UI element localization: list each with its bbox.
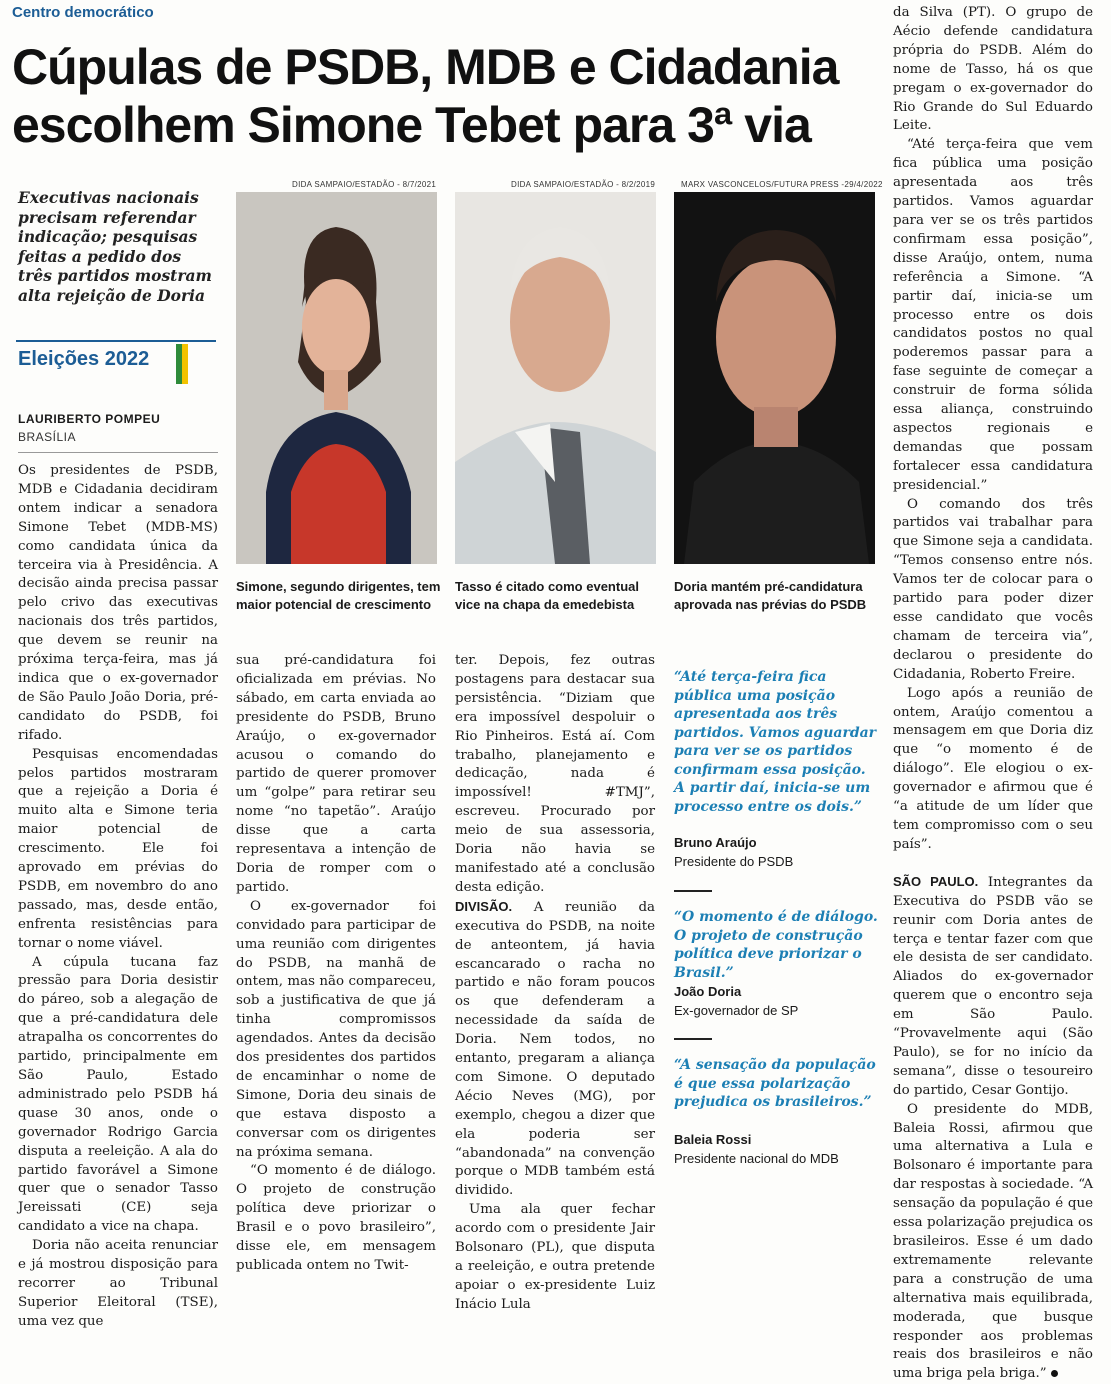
photo-credit-doria: MARX VASCONCELOS/FUTURA PRESS -29/4/2022 bbox=[681, 180, 883, 189]
divider bbox=[18, 452, 218, 453]
byline-author: LAURIBERTO POMPEU bbox=[18, 412, 161, 426]
headline: Cúpulas de PSDB, MDB e Cidadania escolhem Simone Tebet para 3ª via bbox=[12, 39, 839, 153]
paragraph: DIVISÃO. A reunião da executiva do PSDB, na noite de anteontem, já havia escancarado o racha no partido e não foram poucos os que defenderam a necessidade da saída de Doria. Nem todos, no entanto, pregaram a aliança com Simone. O deputado Aécio Neves (MG), por exemplo, chegou a dizer que ela poderia ser “abandonada” na convenção porque o MDB também está dividido. bbox=[455, 898, 656, 1199]
photo-credit-tasso: DIDA SAMPAIO/ESTADÃO - 8/2/2019 bbox=[511, 180, 656, 189]
flag-stripes-icon bbox=[166, 344, 196, 384]
section-label: Centro democrático bbox=[12, 4, 154, 21]
divider bbox=[674, 1038, 712, 1040]
elections-tag-label: Eleições 2022 bbox=[18, 348, 150, 370]
paragraph: Pesquisas encomendadas pelos partidos mostraram que a rejeição a Doria é muito alta e Simone teria maior potencial de crescimento. Ele foi aprovado em prévias do PSDB, em novembro do ano passado, mas, desde então, enfrenta resistências para tornar o nome viável. bbox=[18, 746, 218, 951]
quote-role-araujo: Presidente do PSDB bbox=[674, 854, 794, 869]
paragraph: sua pré-candidatura foi oficializada em prévias. No sábado, em carta enviada ao presidente do PSDB, Bruno Araújo, o ex-governador acusou o comando do partido de querer promover um “golpe” para retirar seu nome “no tapetão”. Araújo disse que a carta representava a intenção de Doria de romper com o partido. bbox=[236, 653, 436, 895]
divider bbox=[674, 890, 712, 892]
pull-quote-rossi: “A sensação da população é que essa polarização prejudica os brasileiros.” bbox=[674, 1057, 876, 1110]
paragraph: Uma ala quer fechar acordo com o presidente Jair Bolsonaro (PL), que disputa a reeleição, e outra pretende apoiar o ex-presidente Luiz Inácio Lula bbox=[455, 1202, 655, 1312]
photo-caption-doria: Doria mantém pré-candidatura aprovada nas prévias do PSDB bbox=[674, 579, 867, 612]
paragraph: ter. Depois, fez outras postagens para destacar sua persistência. “Diziam que era impossível despoluir o Rio Pinheiros. Está aí. Com trabalho, planejamento e dedicação, nada é impossível! #TMJ”, escreveu. Procurado por meio de sua assessoria, Doria não havia se manifestado até a conclusão desta edição. bbox=[455, 653, 655, 895]
paragraph: O ex-governador foi convidado para participar de uma reunião com dirigentes do PSDB, na manhã de ontem, mas não compareceu, sob a justificativa de que já tinha compromissos agendados. Antes da decisão dos presidentes dos partidos de encaminhar o nome de Simone, Doria deu sinais de que estava disposto a conversar com os dirigentes na próxima semana. bbox=[236, 898, 436, 1160]
quote-name-araujo: Bruno Araújo bbox=[674, 835, 757, 850]
quote-role-doria: Ex-governador de SP bbox=[674, 1003, 799, 1018]
body-column-3 bbox=[455, 652, 655, 1315]
paragraph: O presidente do MDB, Baleia Rossi, afirmou que uma alternativa a Lula e Bolsonaro é importante para dar respostas à sociedade. “A sensação da população é que essa polarização prejudica os brasileiros. Esse é um dado extremamente relevante para a construção de uma alternativa mais equilibrada, moderada, que busque responder aos problemas reais dos brasileiros e não uma briga pela briga.” bbox=[893, 1101, 1093, 1382]
paragraph: A cúpula tucana faz pressão para Doria desistir do páreo, sob a alegação de que a pré-candidatura dele atrapalha os concorrentes do partido, principalmente em São Paulo, Estado administrado pelo PSDB há quase 30 anos, onde o governador Rodrigo Garcia disputa a reeleição. A ala do partido favorável a Simone quer que o senador Tasso Jereissati (CE) seja candidato a vice na chapa. bbox=[18, 954, 218, 1235]
pull-quote-doria: “O momento é de diálogo. O projeto de construção política deve priorizar o Brasil.” bbox=[674, 909, 878, 981]
paragraph: da Silva (PT). O grupo de Aécio defende candidatura própria do PSDB. Além do nome de Tasso, há os que pregam o ex-governador do Rio Grande do Sul Eduardo Leite. bbox=[893, 5, 1093, 134]
photo-doria bbox=[674, 192, 875, 564]
photo-credit-simone: DIDA SAMPAIO/ESTADÃO - 8/7/2021 bbox=[292, 180, 437, 189]
paragraph: “Até terça-feira que vem fica pública uma posição apresentada aos três partidos. Vamos aguardar para ver se os três partidos confirmam essa posição”, disse Araújo, ontem, numa referência a Simone. “A partir daí, inicia-se um processo entre os dois candidatos postos no qual poderemos passar para a fase seguinte de começar a construir de forma sólida essa aliança, construindo aspectos regionais e demandas que possam fortalecer essa candidatura presidencial.” bbox=[893, 137, 1093, 493]
deck-subtitle: Executivas nacionais precisam referendar indicação; pesquisas feitas a pedido dos três partidos mostram alta rejeição de Doria bbox=[18, 188, 212, 305]
body-column-1 bbox=[18, 462, 218, 1332]
photo-simone bbox=[236, 192, 437, 564]
body-column-2 bbox=[236, 652, 436, 1276]
quote-name-doria: João Doria bbox=[674, 984, 742, 999]
paragraph: Doria não aceita renunciar e já mostrou disposição para recorrer ao Tribunal Superior Eleitoral (TSE), uma vez que bbox=[18, 1238, 218, 1329]
byline-place: BRASÍLIA bbox=[18, 430, 77, 444]
quote-name-rossi: Baleia Rossi bbox=[674, 1132, 752, 1147]
quote-role-rossi: Presidente nacional do MDB bbox=[674, 1151, 839, 1166]
elections-tag bbox=[16, 340, 216, 386]
paragraph: SÃO PAULO. Integrantes da Executiva do PSDB vão se reunir com Doria antes de terça e tentar fazer com que ele desista de ser candidato. Aliados do ex-governador querem que o encontro seja em São Paulo. “Provavelmente aqui (São Paulo), se for no início da semana”, disse o tesoureiro do partido, Cesar Gontijo. bbox=[893, 873, 1093, 1098]
paragraph: Logo após a reunião de ontem, Araújo comentou a mensagem em que Doria diz que “o momento é de diálogo”. Ele elogiou o ex-governador e afirmou que é “a atitude de um líder que tem compromisso com o seu país”. bbox=[893, 685, 1093, 852]
paragraph: “O momento é de diálogo. O projeto de construção política deve priorizar o Brasil e o povo brasileiro”, disse ele, em mensagem publicada ontem no Twit- bbox=[236, 1163, 436, 1273]
photo-tasso bbox=[455, 192, 656, 564]
paragraph: Os presidentes de PSDB, MDB e Cidadania decidiram ontem indicar a senadora Simone Tebet (MDB-MS) como candidata única da terceira via à Presidência. A decisão ainda precisa passar pelo crivo das executivas nacionais dos três partidos, que devem se reunir na próxima terça-feira, mas já indica que o ex-governador de São Paulo João Doria, pré-candidato do PSDB, foi rifado. bbox=[18, 463, 218, 743]
body-column-5 bbox=[893, 4, 1093, 1384]
subhead-divisao: DIVISÃO. bbox=[455, 898, 513, 914]
photo-caption-simone: Simone, segundo dirigentes, tem maior potencial de crescimento bbox=[236, 579, 441, 612]
photo-caption-tasso: Tasso é citado como eventual vice na chapa da emedebista bbox=[455, 579, 639, 612]
subhead-sao-paulo: SÃO PAULO. bbox=[893, 873, 979, 889]
end-bullet-icon bbox=[1051, 1370, 1058, 1377]
pull-quote-araujo: “Até terça-feira fica pública uma posição apresentada aos três partidos. Vamos aguardar para ver se os partidos confirmam essa posição. A partir daí, inicia-se um processo entre os dois.” bbox=[674, 669, 877, 815]
paragraph: O comando dos três partidos vai trabalhar para que Simone seja a candidata. “Temos consenso entre nós. Vamos ter de colocar para o partido para poder dizer esse candidato que vocês chamam de terceira via”, declarou o presidente do Cidadania, Roberto Freire. bbox=[893, 496, 1093, 682]
